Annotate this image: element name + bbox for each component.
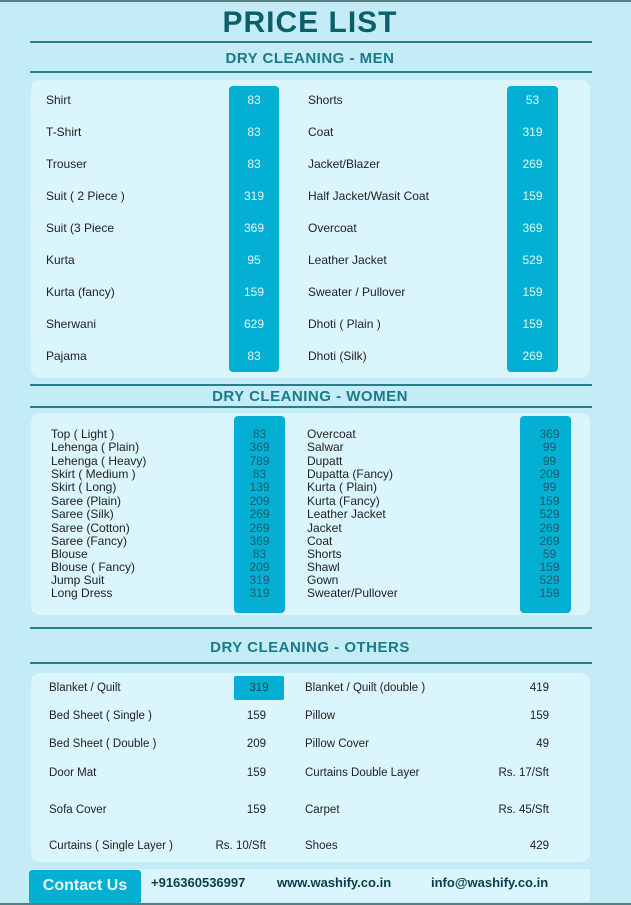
item-label: Leather Jacket [308, 253, 387, 267]
item-label: Carpet [305, 804, 340, 816]
item-price: 159 [246, 804, 266, 816]
item-label: Coat [308, 125, 334, 139]
item-price: 269 [522, 157, 543, 171]
top-border [0, 0, 631, 2]
item-label: Coat [307, 534, 333, 548]
item-label: Suit (3 Piece [46, 221, 115, 235]
item-label: Bed Sheet ( Double ) [49, 738, 157, 750]
section-heading-others: DRY CLEANING - OTHERS [210, 639, 410, 656]
item-label: Saree (Cotton) [51, 521, 130, 535]
item-label: Shoes [305, 840, 338, 852]
item-label: Top ( Light ) [51, 427, 115, 441]
item-label: Jump Suit [51, 573, 105, 587]
item-label: Shorts [307, 547, 342, 561]
item-price: 319 [522, 125, 543, 139]
item-label: Sherwani [46, 317, 97, 331]
item-label: Skirt ( Medium ) [51, 467, 136, 481]
item-label: Saree (Plain) [51, 494, 122, 508]
contact-email-link[interactable]: info@washify.co.in [431, 875, 549, 890]
item-price: 319 [249, 573, 270, 587]
item-label: Curtains Double Layer [305, 767, 420, 779]
item-label: Shorts [308, 93, 343, 107]
item-label: Dupatt [307, 454, 343, 468]
divider [30, 71, 592, 73]
item-price: 159 [246, 710, 266, 722]
contact-website-link[interactable]: www.washify.co.in [277, 875, 392, 890]
item-price: 59 [542, 547, 557, 561]
item-price: 629 [243, 317, 265, 331]
section-heading-men: DRY CLEANING - MEN [225, 50, 395, 67]
item-label: Door Mat [49, 767, 97, 779]
item-price: 159 [529, 710, 549, 722]
item-price: 159 [539, 586, 560, 600]
item-price: Rs. 17/Sft [498, 767, 549, 779]
section-heading-women: DRY CLEANING - WOMEN [212, 388, 408, 405]
item-price: 159 [243, 285, 265, 299]
item-price: 83 [247, 125, 261, 139]
item-price: 139 [249, 480, 270, 494]
item-label: Salwar [307, 440, 344, 454]
contact-phone[interactable]: +916360536997 [151, 875, 246, 890]
item-price: 419 [529, 682, 549, 694]
item-price: 369 [249, 440, 270, 454]
item-price: 529 [539, 507, 560, 521]
item-price: 209 [249, 494, 270, 508]
item-price: 269 [539, 534, 560, 548]
item-price: Rs. 45/Sft [498, 804, 549, 816]
item-price: 209 [249, 560, 270, 574]
item-price: 159 [522, 317, 543, 331]
contact-us-button[interactable]: Contact Us [29, 870, 141, 904]
divider [30, 406, 592, 408]
item-price: 209 [246, 738, 266, 750]
page-title: PRICE LIST [222, 6, 398, 39]
item-label: Kurta (Fancy) [307, 494, 380, 508]
item-price: 529 [539, 573, 560, 587]
item-label: Saree (Fancy) [51, 534, 128, 548]
item-price-highlighted: 319 [234, 676, 284, 700]
item-price: 83 [247, 93, 261, 107]
item-price: 159 [522, 285, 543, 299]
item-label: Gown [307, 573, 339, 587]
item-price: Rs. 10/Sft [215, 840, 266, 852]
item-price: 269 [539, 521, 560, 535]
item-label: Trouser [46, 157, 87, 171]
item-label: Kurta (fancy) [46, 285, 115, 299]
item-price: 269 [522, 349, 543, 363]
item-label: Saree (Silk) [51, 507, 114, 521]
item-label: Overcoat [308, 221, 357, 235]
item-label: Pillow [305, 710, 336, 722]
item-label: Jacket [307, 521, 342, 535]
divider [30, 384, 592, 386]
item-price: 429 [529, 840, 549, 852]
item-price: 159 [539, 560, 560, 574]
item-label: Skirt ( Long) [51, 480, 117, 494]
item-label: Jacket/Blazer [308, 157, 381, 171]
item-price: 49 [536, 738, 549, 750]
item-price: 83 [252, 427, 267, 441]
item-price: 529 [522, 253, 543, 267]
item-label: Sweater/Pullover [307, 586, 398, 600]
item-label: Kurta ( Plain) [307, 480, 378, 494]
item-label: Long Dress [51, 586, 113, 600]
item-label: Leather Jacket [307, 507, 386, 521]
item-price: 269 [249, 507, 270, 521]
item-price: 95 [247, 253, 261, 267]
item-label: Shawl [307, 560, 340, 574]
item-price: 369 [243, 221, 265, 235]
item-label: Sofa Cover [49, 804, 107, 816]
item-label: T-Shirt [46, 125, 82, 139]
item-price: 83 [247, 349, 261, 363]
item-label: Bed Sheet ( Single ) [49, 710, 152, 722]
item-label: Blanket / Quilt (double ) [305, 682, 426, 694]
item-price: 159 [522, 189, 543, 203]
item-price: 99 [542, 440, 557, 454]
item-label: Kurta [46, 253, 75, 267]
item-label: Blouse [51, 547, 88, 561]
item-price: 83 [252, 467, 267, 481]
item-price: 319 [249, 586, 270, 600]
item-label: Dupatta (Fancy) [307, 467, 394, 481]
item-price: 159 [246, 767, 266, 779]
item-price: 269 [249, 521, 270, 535]
item-label: Sweater / Pullover [308, 285, 406, 299]
item-price: 789 [249, 454, 270, 468]
item-price: 159 [539, 494, 560, 508]
item-label: Lehenga ( Plain) [51, 440, 140, 454]
item-price: 83 [252, 547, 267, 561]
item-label: Pajama [46, 349, 87, 363]
item-price: 369 [249, 534, 270, 548]
item-label: Overcoat [307, 427, 356, 441]
item-price: 83 [247, 157, 261, 171]
item-label: Curtains ( Single Layer ) [49, 840, 173, 852]
divider [30, 662, 592, 664]
item-price: 99 [542, 454, 557, 468]
item-label: Dhoti (Silk) [308, 349, 367, 363]
item-label: Suit ( 2 Piece ) [46, 189, 125, 203]
divider [30, 41, 592, 43]
item-label: Dhoti ( Plain ) [308, 317, 381, 331]
item-price: 369 [522, 221, 543, 235]
item-label: Lehenga ( Heavy) [51, 454, 147, 468]
item-price: 369 [539, 427, 560, 441]
item-label: Blanket / Quilt [49, 682, 121, 694]
item-label: Blouse ( Fancy) [51, 560, 136, 574]
item-label: Pillow Cover [305, 738, 369, 750]
item-price: 209 [539, 467, 560, 481]
item-label: Half Jacket/Wasit Coat [308, 189, 429, 203]
item-price: 319 [243, 189, 265, 203]
item-price: 99 [542, 480, 557, 494]
divider [30, 627, 592, 629]
item-label: Shirt [46, 93, 71, 107]
item-price: 53 [525, 93, 540, 107]
